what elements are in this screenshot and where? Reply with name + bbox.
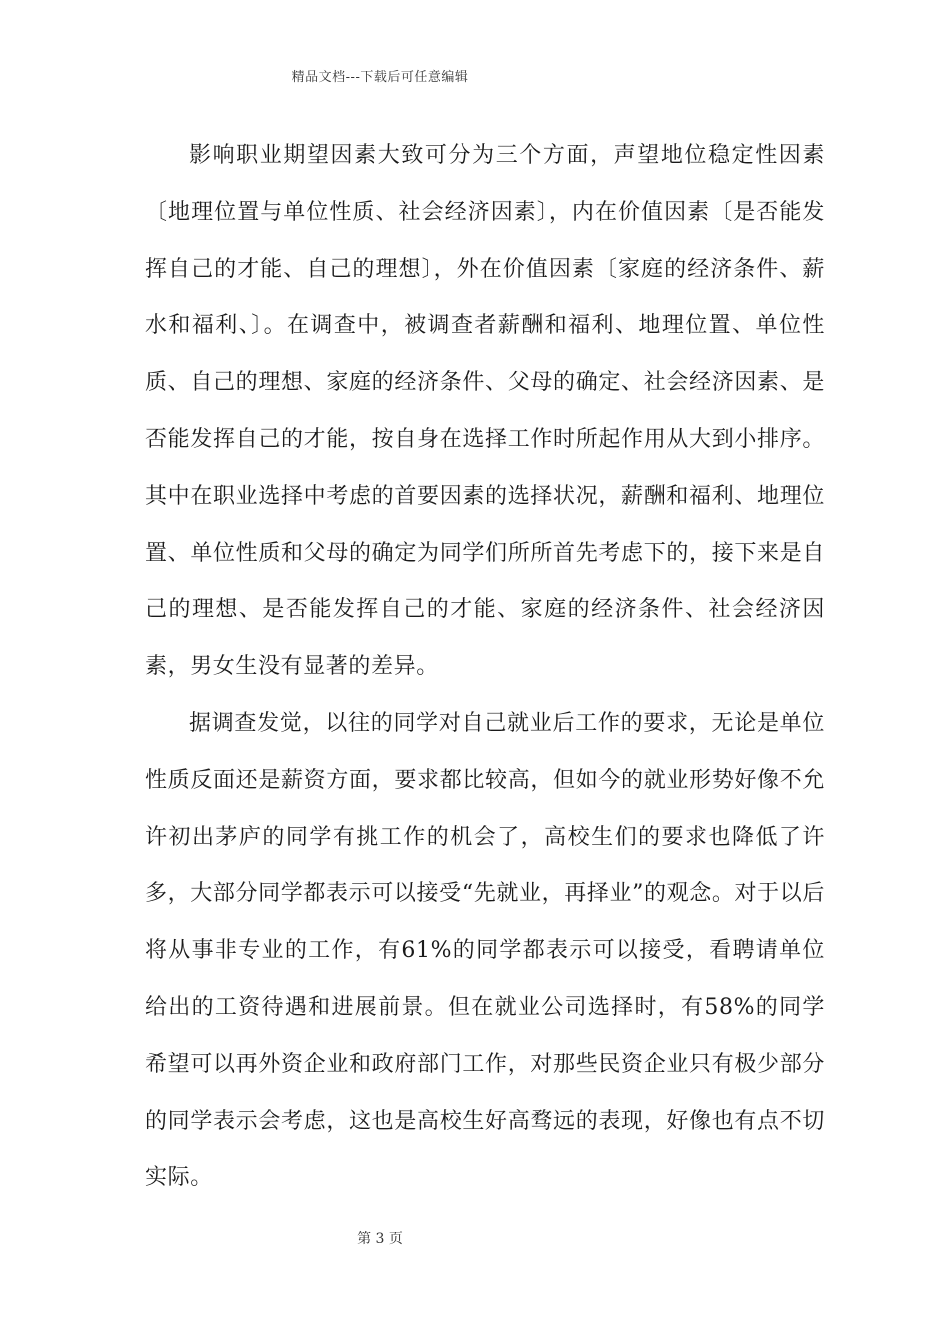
page-header: 精品文档---下载后可任意编辑 <box>291 70 469 85</box>
document-body <box>145 128 825 1207</box>
paragraph-2: 据调查发觉，以往的同学对自己就业后工作的要求，无论是单位性质反面还是薪资方面，要求都比较高，但如今的就业形势好像不允许初出茅庐的同学有挑工作的机会了，高校生们的要求也降低了许多，大部分同学都表示可以接受“先就业，再择业”的观念。对于以后将从事非专业的工作，有61%的同学都表示可以接受，看聘请单位给出的工资待遇和进展前景。但在就业公司选择时，有58%的同学希望可以再外资企业和政府部门工作，对那些民资企业只有极少部分的同学表示会考虑，这也是高校生好高骛远的表现，好像也有点不切实际。 <box>145 710 825 1191</box>
paragraph-1: 影响职业期望因素大致可分为三个方面，声望地位稳定性因素〔地理位置与单位性质、社会经济因素〕，内在价值因素〔是否能发挥自己的才能、自己的理想〕，外在价值因素〔家庭的经济条件、薪水和福利、〕。在调查中，被调查者薪酬和福利、地理位置、单位性质、自己的理想、家庭的经济条件、父母的确定、社会经济因素、是否能发挥自己的才能，按自身在选择工作时所起作用从大到小排序。其中在职业选择中考虑的首要因素的选择状况，薪酬和福利、地理位置、单位性质和父母的确定为同学们所所首先考虑下的，接下来是自己的理想、是否能发挥自己的才能、家庭的经济条件、社会经济因素，男女生没有显著的差异。 <box>145 143 825 680</box>
page-number: 第 3 页 <box>357 1231 403 1247</box>
